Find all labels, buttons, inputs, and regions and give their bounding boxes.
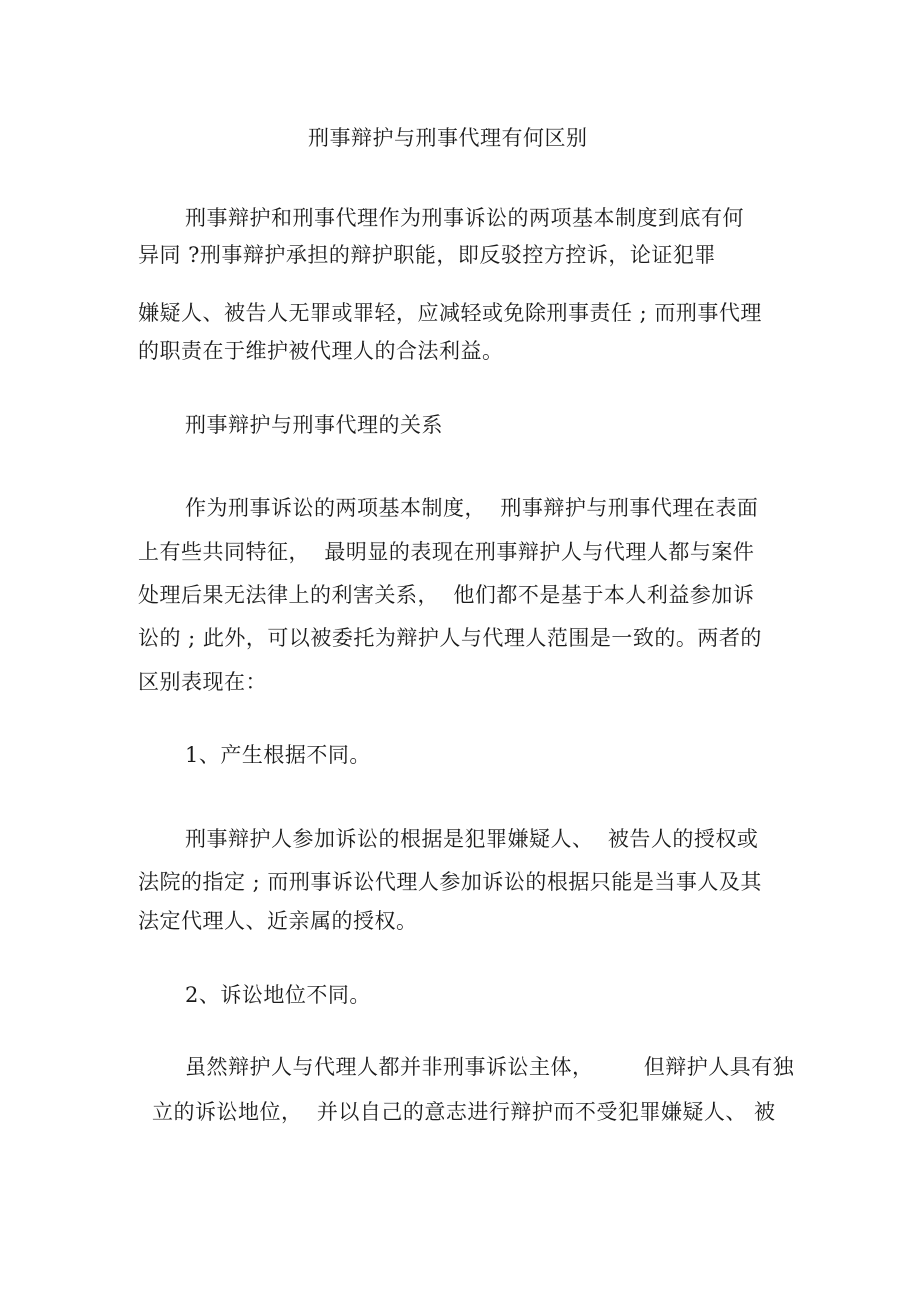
paragraph-1-line-1: 刑事辩护和刑事代理作为刑事诉讼的两项基本制度到底有何: [185, 206, 744, 230]
paragraph-2-line-1: 作为刑事诉讼的两项基本制度， 刑事辩护与刑事代理在表面: [185, 496, 759, 520]
paragraph-4-line-1: 虽然辩护人与代理人都并非刑事诉讼主体， 但辩护人具有独: [185, 1055, 795, 1079]
paragraph-3-line-1: 刑事辩护人参加诉讼的根据是犯罪嫌疑人、 被告人的授权或: [185, 827, 759, 851]
document-title: 刑事辩护与刑事代理有何区别: [308, 126, 588, 150]
paragraph-4-line-2: 立的诉讼地位， 并以自己的意志进行辩护而不受犯罪嫌疑人、 被: [152, 1100, 776, 1124]
paragraph-2-line-4: 讼的 ; 此外，可以被委托为辩护人与代理人范围是一致的。两者的: [138, 626, 762, 650]
paragraph-3-line-2: 法院的指定 ; 而刑事诉讼代理人参加诉讼的根据只能是当事人及其: [138, 870, 762, 894]
point-2-heading: 2、诉讼地位不同。: [185, 983, 371, 1007]
point-1-heading: 1、产生根据不同。: [185, 743, 371, 767]
paragraph-2-line-5: 区别表现在：: [138, 670, 267, 694]
paragraph-2-line-2: 上有些共同特征， 最明显的表现在刑事辩护人与代理人都与案件: [138, 540, 755, 564]
paragraph-2-line-3: 处理后果无法律上的利害关系， 他们都不是基于本人利益参加诉: [138, 583, 755, 607]
paragraph-1-line-4: 的职责在于维护被代理人的合法利益。: [138, 339, 504, 363]
paragraph-1-line-3: 嫌疑人、被告人无罪或罪轻，应减轻或免除刑事责任 ; 而刑事代理: [138, 301, 762, 325]
paragraph-1-line-2: 异同 ?刑事辩护承担的辩护职能，即反驳控方控诉，论证犯罪: [138, 243, 716, 267]
heading-relation: 刑事辩护与刑事代理的关系: [185, 413, 443, 437]
paragraph-3-line-3: 法定代理人、近亲属的授权。: [138, 909, 418, 933]
